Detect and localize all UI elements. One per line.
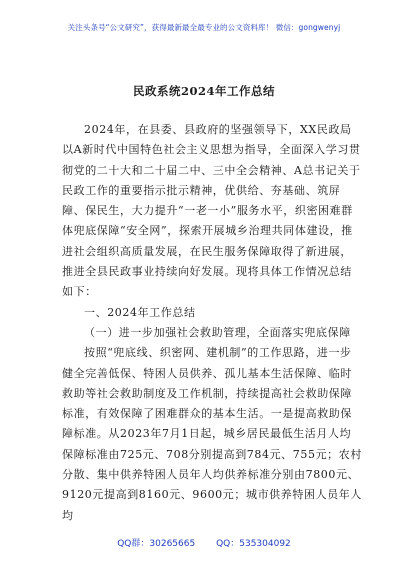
- section-heading: 一、2024年工作总结: [84, 305, 196, 319]
- qq-group: QQ群：30265665: [117, 539, 196, 549]
- qq-number: QQ：535304092: [216, 539, 291, 549]
- document-title: 民政系统2024年工作总结: [132, 84, 275, 98]
- subsection-heading: （一）进一步加强社会救助管理，全面落实兜底保障: [84, 325, 351, 339]
- contact-footer: [0, 536, 408, 549]
- promo-header: 关注头条号“公文研究”，获得最新最全最专业的公文资料库！ 微信：gongwenyj: [67, 23, 341, 32]
- document-body: [62, 120, 362, 526]
- body-paragraph: 按照“兜底线、织密网、建机制”的工作思路，进一步健全完善低保、特困人员供养、孤儿基本生活保障、临时救助等社会救助制度及工作机制，持续提高社会救助保障标准，有效保障了困难群众的基本生活。一是提高救助保障标准。从2023年7月1日起，城乡居民最低生活月人均保障标准由725元、708分别提高到784元、755元；农村分散、集中供养特困人员年人均供养标准分别由7800元、9120元提高到8160元、9600元；城市供养特困人员年人均: [62, 346, 362, 522]
- intro-paragraph: 2024年，在县委、县政府的坚强领导下，XX民政局以A新时代中国特色社会主义思想为指导，全面深入学习贯彻党的二十大和二十届二中、三中全会精神、A总书记关于民政工作的重要指示批示精神，优供给、夯基础、筑屏障、保民生，大力提升“一老一小”服务水平，织密困难群体兜底保障“安全网”，探索开展城乡治理共同体建设，推进社会组织高质量发展，在民生服务保障取得了新进展，推进全县民政事业持续向好发展。现将具体工作情况总结如下：: [62, 123, 361, 299]
